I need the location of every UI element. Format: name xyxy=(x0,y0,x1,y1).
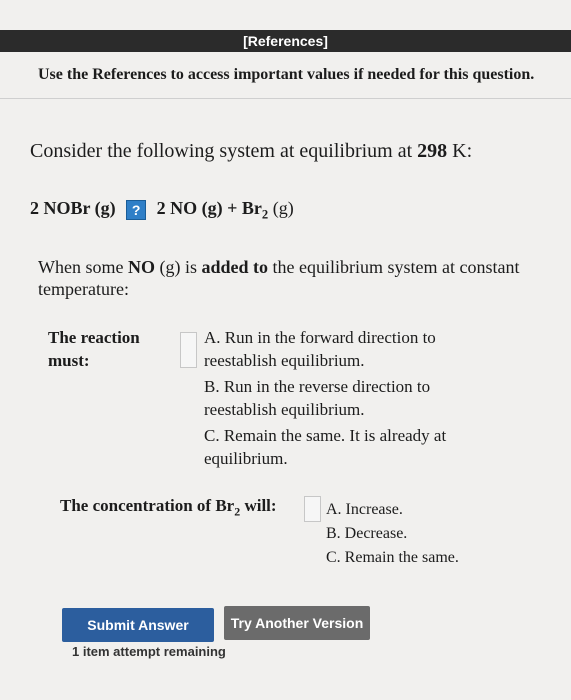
reactant: 2 NOBr (g) xyxy=(30,198,116,218)
submit-answer-button[interactable]: Submit Answer xyxy=(62,608,214,642)
q1-options xyxy=(204,326,504,473)
prompt-text: Consider the following system at equilibrium at xyxy=(30,140,418,162)
q2-option-b: B. Decrease. xyxy=(326,525,408,542)
q1-option-c: C. Remain the same. It is already at equilibrium. xyxy=(204,426,447,468)
attempts-remaining: 1 item attempt remaining xyxy=(72,644,226,659)
product: 2 NO $(g) + Br_2$ xyxy=(156,198,269,222)
q2-answer-dropdown[interactable] xyxy=(304,496,321,522)
equilibrium-equation xyxy=(30,198,294,223)
equilibrium-arrow-icon[interactable]: ? xyxy=(126,200,146,220)
question-text: When some NO (g) is added to the equilibrium system at constant temperature: xyxy=(38,257,520,299)
product-state: (g) xyxy=(268,198,294,218)
q2-options xyxy=(326,498,459,570)
prompt-unit: K: xyxy=(447,140,473,162)
q1-answer-dropdown[interactable] xyxy=(180,332,197,368)
references-link[interactable]: [References] xyxy=(0,30,571,52)
q2-option-a: A. Increase. xyxy=(326,501,403,518)
q2-label: The concentration of $Br_2$ will: xyxy=(60,496,277,519)
intro-text: Use the References to access important values if needed for this question. xyxy=(38,66,535,83)
prompt-temperature: 298 xyxy=(417,140,448,162)
divider xyxy=(0,98,571,99)
q1-option-b: B. Run in the reverse direction to reestablish equilibrium. xyxy=(204,377,431,419)
try-another-version-button[interactable]: Try Another Version xyxy=(224,606,370,640)
question-prompt xyxy=(30,140,472,163)
q1-label: The reaction must: xyxy=(48,328,140,370)
q2-option-c: C. Remain the same. xyxy=(326,549,459,566)
q1-option-a: A. Run in the forward direction to reestablish equilibrium. xyxy=(204,328,436,370)
